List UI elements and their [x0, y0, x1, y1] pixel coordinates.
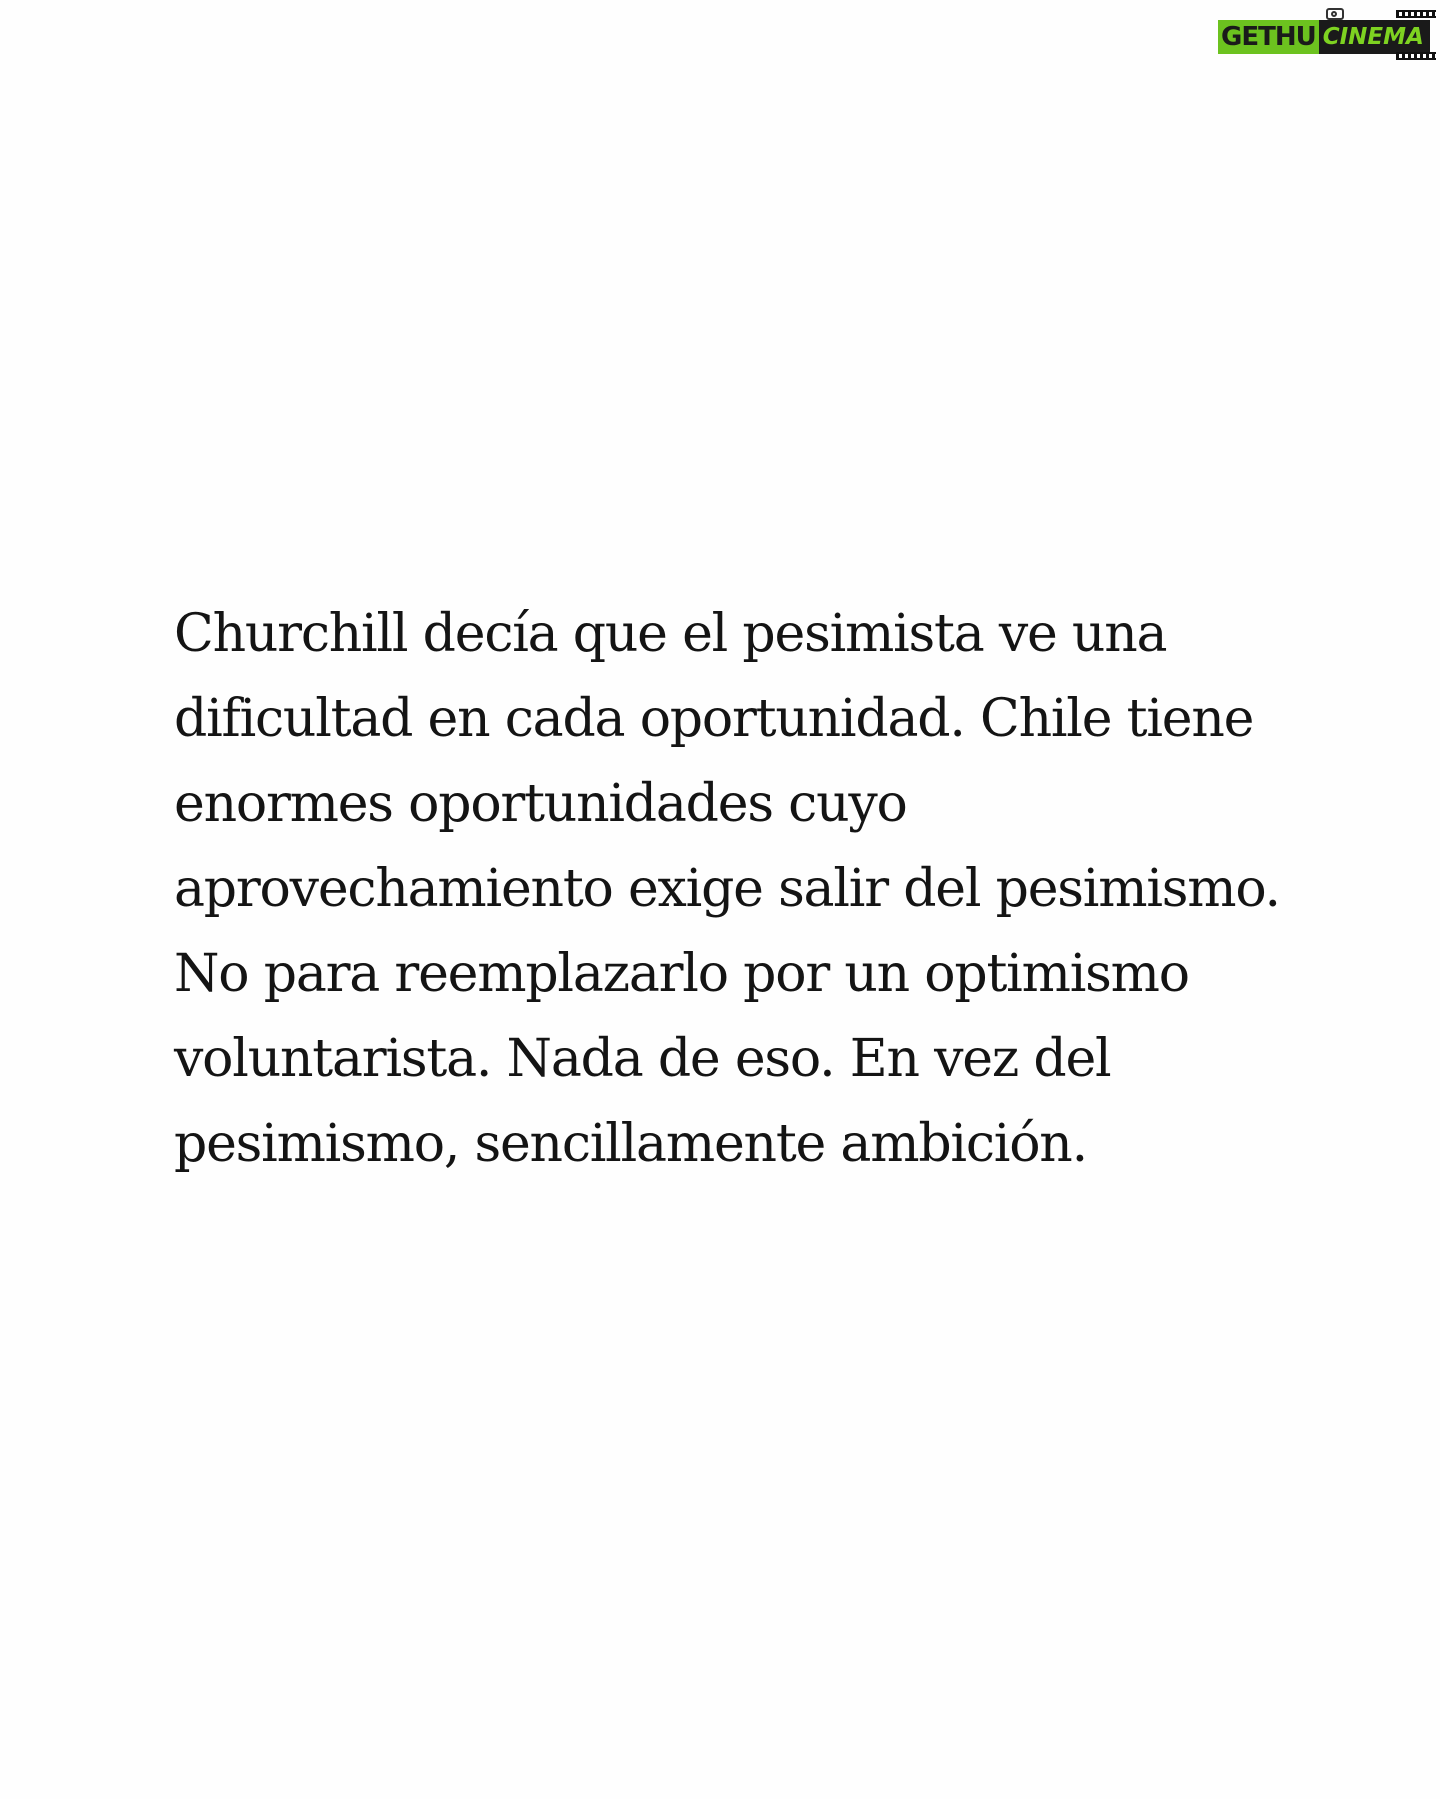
film-strip-icon: [1396, 10, 1436, 18]
quote-line: enormes oportunidades cuyo: [174, 774, 907, 834]
quote-line: pesimismo, sencillamente ambición.: [174, 1114, 1087, 1174]
quote-line: Churchill decía que el pesimista ve una: [174, 604, 1167, 664]
camera-icon: [1326, 8, 1344, 20]
watermark-wordmark: [1218, 20, 1430, 54]
quote-text: [174, 592, 1284, 1187]
quote-line: dificultad en cada oportunidad. Chile tiene: [174, 689, 1254, 749]
quote-line: voluntarista. Nada de eso. En vez del: [174, 1029, 1111, 1089]
watermark-text-part1: GETHU: [1218, 20, 1319, 54]
quote-line: aprovechamiento exige salir del pesimismo.: [174, 859, 1280, 919]
film-strip-icon: [1396, 52, 1436, 60]
watermark-logo: [1218, 10, 1440, 60]
watermark-text-part2: CINEMA: [1319, 20, 1430, 54]
quote-line: No para reemplazarlo por un optimismo: [174, 944, 1189, 1004]
